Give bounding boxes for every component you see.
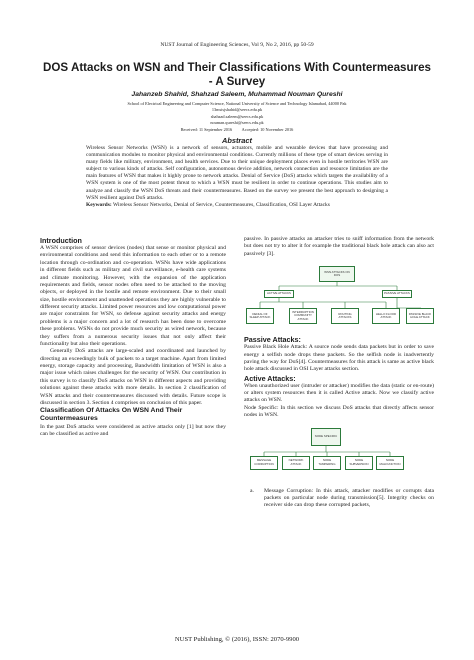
email: nouman.qureshi@seecs.edu.pk [210, 120, 264, 126]
diagram-node-interruption: INTERRUPTION COMMUNITY ATTACK [289, 308, 317, 324]
active-attacks-paragraph-2: Node Specific: In this section we discuss DoS attacks that directly affects sensor nodes in WSN. [244, 404, 434, 419]
diagram-node-root: WSN ATTACKS ON DOS [319, 266, 355, 282]
authors: Jahanzeb Shahid, Shahzad Saleem, Muhammad Nouman Qureshi [131, 91, 343, 98]
accepted-date: Accepted: 10 November 2016 [241, 126, 294, 132]
journal-header: NUST Journal of Engineering Sciences, Vol 9, No 2, 2016, pp 50-59 [160, 42, 314, 48]
received-date: Received: 11 September 2016 [180, 126, 233, 132]
page-footer: NUST Publishing, © (2016), ISSN: 2070-9900 [174, 636, 300, 643]
diagram-node-passive-black-hole: PASSIVE BLACK HOLE ATTACK [406, 308, 434, 324]
section-heading-introduction: Introduction [40, 236, 82, 245]
diagram2-node-root: NODE SPECIFIC [311, 428, 341, 446]
intro-paragraph-1: A WSN comprises of sensor devices (nodes) that sense or monitor physical and environmental conditions and send this information to each other or to a remote location through co-ordination and co-operation. WSNs have wide applications in different fields such as military and civil surveillance, e-health care systems and climate monitoring. However, with the expansion of the application requirements and fields, sensor nodes often need to be attached to the moving objects, or deployed in the hostile and remote environment. Due to their small size, hostile environment and unattended operations they are highly vulnerable to different security attacks. Limited power resources and low computational power are major constraints for WSN, so defense against security attacks and energy problems is a major concern and a lot of research has been done to overcome these problems. WSNs do not provide much security as wired network, because they suffers from a numerous security issues that not only affect their functionality but also their operations. [40, 245, 226, 347]
affiliation: School of Electrical Engineering and Computer Science, National University of Science and Technology Islamabad, 44000 Pak [127, 101, 347, 106]
list-marker: a. [250, 487, 254, 494]
keywords-label: Keywords: [86, 201, 112, 208]
left-column [40, 236, 226, 438]
passive-intro-paragraph: passive. In passive attacks an attacker tries to sniff information from the network but does not try to alter it for example the traditional black hole attack can also act passively [3]. [244, 236, 434, 257]
passive-attacks-paragraph: Passive Black Hole Attack: A source node sends data packets but in order to save energy a selfish node drops these packets. So the selfish node is inadvertently paving the way for DoS[4]. Countermeasures for this attack is same as active black hole attack discussed in OSI Layer attacks section. [244, 344, 434, 373]
abstract-text: Wireless Sensor Networks (WSN) is a network of sensors, actuators, mobile and wearable devices that have processing and communication modules to monitor physical and environmental conditions. Currently millions of these type of smart devices serving in many fields like military, environment, and health services. Due to their unique deployment places even in hostile territories WSN are subject to various kinds of attacks. Self configuration, autonomous device addition, network connection and resource limitation are the main features of WSN that makes it highly prone to network attacks. Denial of Service (DoS) attacks which targets the availability of a WSN system is one of the most potent threat to which a WSN must be resilient in order to continue operations. This studies aim to analyze and classify the WSN DoS threats and their countermeasures. Based on the survey we present the best approach to designing a WSN resilient against DoS attacks. [86, 145, 388, 201]
diagram2-node-network-attack: NETWORK ATTACK [282, 456, 310, 470]
diagram2-node-message-corruption: MESSAGE CORRUPTION [250, 456, 278, 470]
diagram-node-active-attacks: ACTIVE ATTACKS [264, 290, 294, 298]
paper-title: DOS Attacks on WSN and Their Classifications With Countermeasures - A Survey [43, 61, 431, 88]
abstract-heading: Abstract [222, 136, 252, 145]
diagram-node-passive-attacks: PASSIVE ATTACKS [382, 290, 412, 298]
email: 13msisjshahid@seecs.edu.pk [211, 107, 263, 113]
diagram-node-denial-of-sleep: DENIAL OF SLEEP ATTACK [246, 308, 274, 324]
diagram2-node-node-subversion: NODE SUBVERSION [345, 456, 373, 470]
list-item-message-corruption [244, 488, 434, 510]
diagram2-node-node-malfunction: NODE MALFUNCTION [376, 456, 404, 470]
affiliation-block [40, 101, 434, 133]
classification-paragraph: In the past DoS attacks were considered as active attacks only [1] but now they can be classified as active and [40, 423, 226, 438]
keywords: Wireless Sensor Networks, Denial of Service, Countermeasures, Classification, OSI Layer Attacks [112, 201, 330, 208]
dos-attack-classification-diagram [244, 258, 434, 335]
intro-paragraph-2: Generally DoS attacks are large-scaled and coordinated and launched by directing an exceedingly bulk of packets to a target machine. Apart from limited energy, storage capacity and processing, Bandwidth limitation of WSN is also a major issue which raises challenges for the security of WSN. Our contribution in this survey is to classify DoS attacks on WSN in different aspects and providing solutions against these attacks with more details. In section 2 classification of WSN attacks and their countermeasures discussed with details. Future scope is discussed in section 3. Section 4 comprises on conclusion of this paper. [40, 348, 226, 406]
section-heading-active-attacks: Active Attacks: [244, 373, 296, 383]
diagram-node-routing: ROUTING ATTACKS [331, 308, 359, 324]
diagram-node-hello-flood: HELLO FLOOD ATTACK [372, 308, 400, 324]
diagram2-node-node-tampering: NODE TAMPERING [313, 456, 341, 470]
active-attacks-paragraph-1: When unauthorized user (intruder or attacker) modifies the data (static or en-route) or alters system resources then it is called Active attack. Now we classify active attacks on WSN. [244, 382, 434, 404]
abstract [86, 145, 388, 209]
list-item-text: Message Corruption: In this attack, attacker modifies or corrupts data packets on particular node during transmission[5]. Integrity checks on receiver side can drop these corrupted packets, [264, 487, 434, 509]
node-specific-diagram [244, 420, 434, 488]
email: shahzad.saleem@seecs.edu.pk [210, 113, 264, 119]
right-column [244, 236, 434, 510]
section-heading-classification: Classification Of Attacks On WSN And Their Countermeasures [40, 407, 183, 423]
dates [40, 127, 434, 133]
section-heading-passive-attacks: Passive Attacks: [244, 335, 301, 345]
